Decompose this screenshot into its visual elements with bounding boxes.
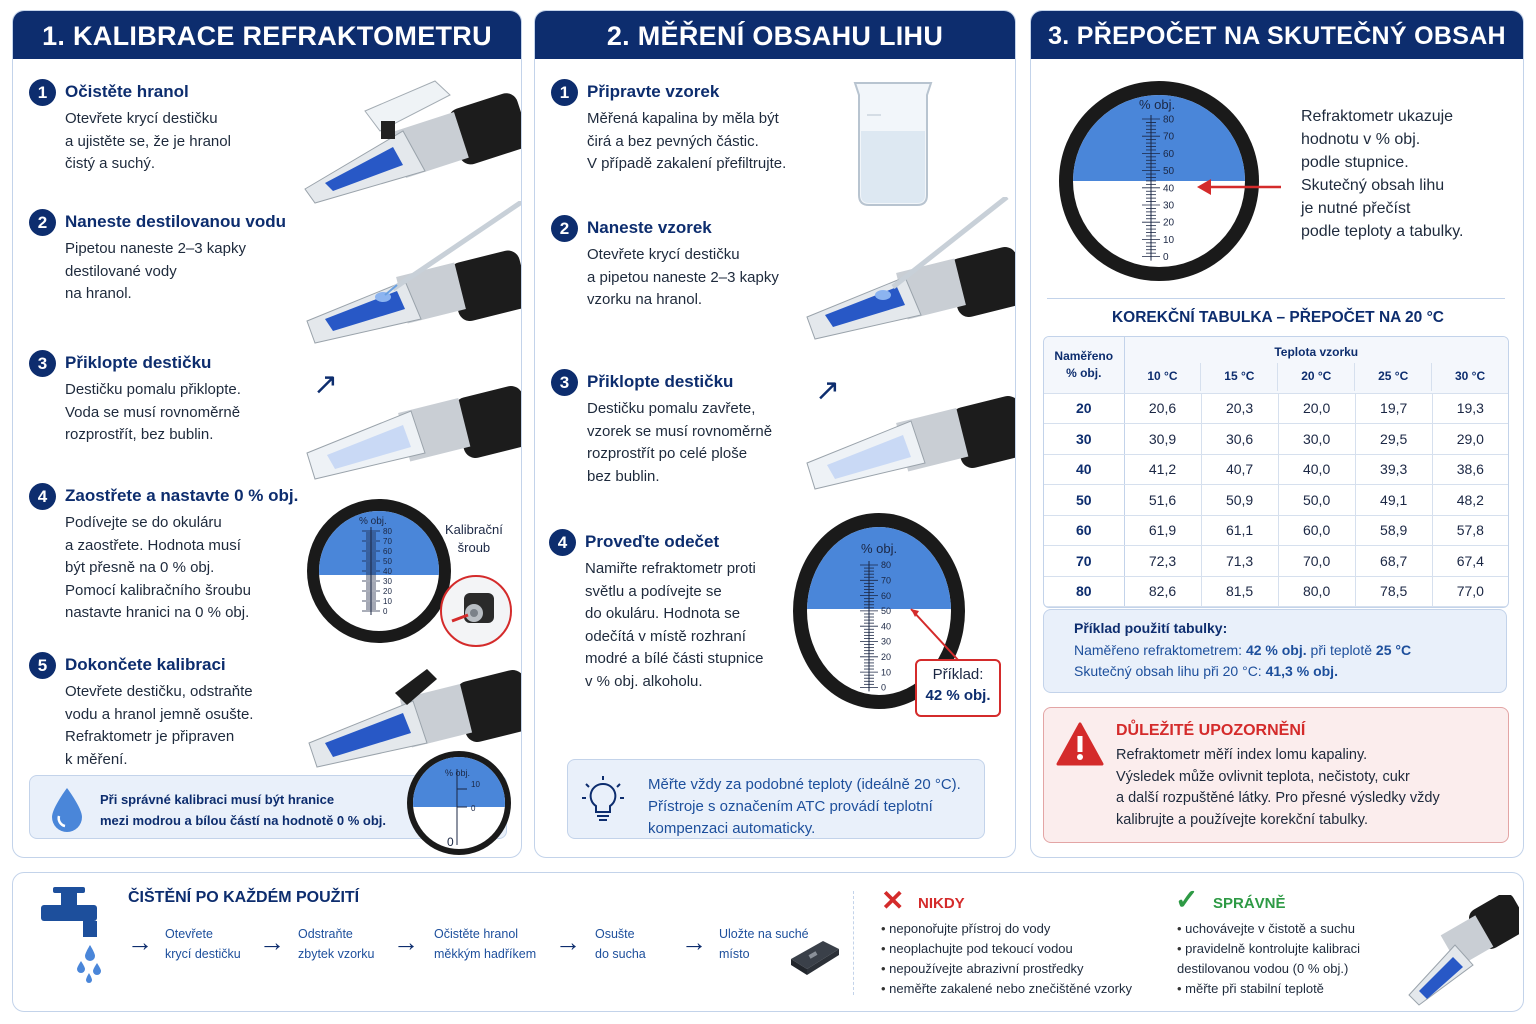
corrected-value-cell: 68,7	[1355, 546, 1432, 577]
divider	[1047, 298, 1505, 299]
corrected-value-cell: 20,6	[1124, 393, 1201, 424]
step-number: 3	[29, 350, 56, 377]
scale-tick-label: 30	[383, 576, 392, 586]
step-number: 2	[551, 215, 578, 242]
step-title: Přiklopte destičku	[65, 353, 212, 372]
step-title: Připravte vzorek	[587, 82, 720, 101]
step-number: 2	[29, 209, 56, 236]
small-scale-zero: 0	[447, 835, 454, 849]
measured-value-cell: 50	[1044, 485, 1124, 516]
example-line-1	[1074, 642, 1411, 658]
example-title: Příklad použití tabulky:	[1074, 620, 1228, 636]
refractometer-illustration	[1403, 895, 1519, 1007]
cleaning-step: Očistěte hranol měkkým hadříkem	[434, 927, 537, 961]
temp-header: 25 °C	[1355, 363, 1432, 391]
corrected-value-cell: 61,9	[1124, 515, 1201, 546]
scale-tick-label: 50	[383, 556, 392, 566]
scale-tick-label: 50	[1163, 166, 1175, 178]
step-title: Naneste destilovanou vodu	[65, 212, 287, 231]
corrected-value-cell: 39,3	[1355, 454, 1432, 485]
water-drop-icon	[48, 786, 86, 834]
step-number: 4	[29, 483, 56, 510]
arrow-right-icon: →	[555, 927, 581, 957]
table-row	[1044, 515, 1508, 546]
scale-tick-label: 80	[383, 526, 392, 536]
step-title: Očistěte hranol	[65, 82, 189, 101]
step-text: Namiřte refraktometr proti světlu a podívejte se do okuláru. Hodnota se odečítá v místě rozhraní modré a bílé části stupnice v % obj. alkoholu.	[585, 560, 764, 690]
corrected-value-cell: 20,3	[1201, 393, 1278, 424]
temp-header: 15 °C	[1201, 363, 1278, 391]
arrow-right-icon: →	[681, 927, 707, 957]
cleaning-step: Osušte do sucha	[595, 927, 646, 961]
correction-table	[1044, 337, 1508, 607]
temp-header: 10 °C	[1125, 363, 1202, 391]
scale-tick-label: 70	[881, 575, 892, 586]
list-item: • neměřte zakalené nebo znečištěné vzorky	[881, 979, 1132, 999]
example-line-2	[1074, 663, 1338, 679]
corrected-value-cell: 77,0	[1432, 576, 1508, 607]
refractometer-closed-illustration	[797, 381, 1016, 501]
step-number: 1	[551, 79, 578, 106]
tip-text: Měřte vždy za podobné teploty (ideálně 20 °C). Přístroje s označením ATC provádí teplotní kompenzaci automaticky.	[648, 776, 961, 837]
refractometer-open-illustration	[285, 71, 522, 211]
corrected-value-cell: 29,0	[1432, 424, 1508, 455]
panel-calibration	[12, 10, 522, 858]
reading-pointer-arrow	[1195, 175, 1285, 199]
corrected-value-cell: 81,5	[1201, 576, 1278, 607]
step-number: 5	[29, 652, 56, 679]
corrected-value-cell: 70,0	[1278, 546, 1355, 577]
corrected-value-cell: 82,6	[1124, 576, 1201, 607]
step-text: Otevřete destičku, odstraňte vodu a hranol jemně osušte. Refraktometr je připraven k měření.	[65, 683, 254, 768]
col-header-measured: Naměřeno % obj.	[1044, 337, 1124, 393]
step-number: 3	[551, 369, 578, 396]
measured-value-cell: 60	[1044, 515, 1124, 546]
measured-value-cell: 70	[1044, 546, 1124, 577]
scale-tick-label: 30	[1163, 200, 1175, 212]
scale-tick-label: 0	[881, 682, 887, 693]
corrected-value-cell: 51,6	[1124, 485, 1201, 516]
scale-tick-label: 60	[881, 590, 892, 601]
warning-title: DŮLEŽITÉ UPOZORNĚNÍ	[1116, 722, 1306, 739]
arrow-right-icon: →	[393, 927, 419, 957]
scale-tick-label: 50	[881, 606, 892, 617]
list-item: • neponořujte přístroj do vody	[881, 919, 1132, 939]
cleaning-step: Odstraňte zbytek vzorku	[298, 927, 375, 961]
cleaning-step: Uložte na suché místo	[719, 927, 809, 961]
step-text: Pipetou naneste 2–3 kapky destilované vody na hranol.	[65, 240, 246, 302]
scale-tick-label: 10	[881, 667, 892, 678]
table-row	[1044, 576, 1508, 607]
table-row	[1044, 454, 1508, 485]
corrected-value-cell: 38,6	[1432, 454, 1508, 485]
example-value: 41,3 % obj.	[1265, 663, 1338, 679]
corrected-value-cell: 49,1	[1355, 485, 1432, 516]
corrected-value-cell: 48,2	[1432, 485, 1508, 516]
never-title: NIKDY	[918, 895, 965, 912]
step-title: Zaostřete a nastavte 0 % obj.	[65, 486, 299, 505]
step-text: Měřená kapalina by měla být čirá a bez pevných částic. V případě zakalení přefiltrujte.	[587, 110, 787, 172]
small-scale-tick: 0	[471, 804, 476, 813]
tip-text: Při správné kalibraci musí být hranice mezi modrou a bílou částí na hodnotě 0 % obj.	[100, 792, 387, 828]
example-value: 42 % obj.	[925, 687, 991, 704]
corrected-value-cell: 71,3	[1201, 546, 1278, 577]
arrow-right-icon: →	[127, 927, 153, 957]
step-text: Destičku pomalu zavřete, vzorek se musí rovnoměrně rozprostřít po celé ploše bez bublin.	[587, 400, 773, 485]
step-text: Podívejte se do okuláru a zaostřete. Hodnota musí být přesně na 0 % obj. Pomocí kalibračního šroubu nastavte hranici na 0 % obj.	[65, 514, 251, 621]
warning-box	[1043, 707, 1509, 843]
corrected-value-cell: 57,8	[1432, 515, 1508, 546]
list-item: • pravidelně kontrolujte kalibraci destilovanou vodou (0 % obj.)	[1177, 939, 1360, 979]
corrected-value-cell: 80,0	[1278, 576, 1355, 607]
corrected-value-cell: 60,0	[1278, 515, 1355, 546]
corrected-value-cell: 50,0	[1278, 485, 1355, 516]
scale-tick-label: 60	[1163, 148, 1175, 160]
cleaning-step: Otevřete krycí destičku	[165, 927, 241, 961]
panel-title: 2. MĚŘENÍ OBSAHU LIHU	[535, 11, 1015, 59]
warning-text: Refraktometr měří index lomu kapaliny. Výsledek může ovlivnit teplota, nečistoty, cukr a další rozpuštěné látky. Pro přesné výsledky vždy kalibrujte a používejte korekční tabulky.	[1116, 747, 1440, 828]
measured-value-cell: 80	[1044, 576, 1124, 607]
list-item: • měřte při stabilní teplotě	[1177, 979, 1360, 999]
scale-tick-label: 80	[881, 560, 892, 571]
col-header-temperature: Teplota vzorku	[1274, 344, 1359, 359]
scale-unit-label: % obj.	[861, 541, 898, 556]
table-row	[1044, 485, 1508, 516]
correction-table-box	[1043, 336, 1509, 608]
scale-tick-label: 10	[1163, 234, 1175, 246]
scale-tick-label: 20	[881, 651, 892, 662]
calibration-screw-label: Kalibrační šroub	[445, 522, 503, 555]
close-icon: ✕	[881, 885, 905, 916]
corrected-value-cell: 29,5	[1355, 424, 1432, 455]
temp-header: 20 °C	[1278, 363, 1355, 391]
panel-conversion	[1030, 10, 1524, 858]
step-text: Destičku pomalu přiklopte. Voda se musí rovnoměrně rozprostřít, bez bublin.	[65, 381, 241, 443]
scale-tick-label: 30	[881, 636, 892, 647]
scale-intro-text: Refraktometr ukazuje hodnotu v % obj. podle stupnice. Skutečný obsah lihu je nutné přečíst podle teploty a tabulky.	[1301, 108, 1464, 240]
panel-title: 3. PŘEPOČET NA SKUTEČNÝ OBSAH LIHU	[1031, 11, 1523, 59]
measured-value-cell: 20	[1044, 393, 1124, 424]
step-text: Otevřete krycí destičku a pipetou naneste 2–3 kapky vzorku na hranol.	[587, 246, 779, 308]
corrected-value-cell: 40,0	[1278, 454, 1355, 485]
table-row	[1044, 546, 1508, 577]
small-scale-unit: % obj.	[445, 768, 471, 778]
warning-icon	[1056, 722, 1104, 766]
reading-example-box	[915, 659, 1001, 717]
scale-tick-label: 20	[1163, 217, 1175, 229]
scale-tick-label: 40	[1163, 183, 1175, 195]
step-title: Dokončete kalibraci	[65, 655, 226, 674]
scale-tick-label: 0	[383, 606, 388, 616]
temperature-tip-box	[567, 759, 985, 839]
checkmark-icon: ✓	[1175, 884, 1199, 915]
step-number: 4	[549, 529, 576, 556]
faucet-icon	[39, 887, 109, 987]
corrected-value-cell: 30,0	[1278, 424, 1355, 455]
list-item: • nepoužívejte abrazivní prostředky	[881, 959, 1132, 979]
eyepiece-scale-small	[405, 749, 513, 857]
example-value: 25 °C	[1375, 642, 1412, 658]
panel-title: 1. KALIBRACE REFRAKTOMETRU	[13, 11, 521, 59]
refractometer-pipette-illustration	[797, 197, 1016, 347]
scale-tick-label: 10	[383, 596, 392, 606]
storage-case-icon	[787, 935, 843, 979]
scale-tick-label: 20	[383, 586, 392, 596]
refractometer-pipette-illustration	[293, 201, 522, 351]
never-list	[881, 919, 1132, 999]
example-value: 42 % obj.	[1245, 642, 1307, 658]
divider	[853, 891, 854, 995]
lightbulb-icon	[580, 774, 626, 824]
corrected-value-cell: 67,4	[1432, 546, 1508, 577]
step-title: Naneste vzorek	[587, 218, 712, 237]
eyepiece-scale-zero	[305, 497, 453, 645]
table-title: KOREKČNÍ TABULKA – PŘEPOČET NA 20 °C	[1111, 309, 1445, 326]
calibration-screw-illustration	[438, 573, 514, 649]
panel-measurement	[534, 10, 1016, 858]
arrow-right-icon: →	[259, 927, 285, 957]
scale-unit-label: % obj.	[1139, 97, 1176, 112]
corrected-value-cell: 58,9	[1355, 515, 1432, 546]
small-scale-tick: 10	[471, 780, 480, 789]
scale-unit-label: % obj.	[359, 516, 387, 527]
example-text: při teplotě	[1306, 642, 1376, 658]
corrected-value-cell: 20,0	[1278, 393, 1355, 424]
corrected-value-cell: 19,7	[1355, 393, 1432, 424]
list-item: • neoplachujte pod tekoucí vodou	[881, 939, 1132, 959]
beaker-illustration	[845, 75, 945, 211]
step-number: 1	[29, 79, 56, 106]
corrected-value-cell: 50,9	[1201, 485, 1278, 516]
correction-table-body	[1044, 393, 1508, 607]
corrected-value-cell: 61,1	[1201, 515, 1278, 546]
scale-tick-label: 70	[1163, 131, 1175, 143]
corrected-value-cell: 41,2	[1124, 454, 1201, 485]
right-title: SPRÁVNĚ	[1213, 895, 1286, 912]
example-label: Příklad:	[932, 666, 984, 683]
scale-tick-label: 40	[881, 621, 892, 632]
example-text: Skutečný obsah lihu při 20 °C:	[1074, 663, 1266, 679]
table-example-box	[1043, 609, 1507, 693]
corrected-value-cell: 40,7	[1201, 454, 1278, 485]
temp-header: 30 °C	[1455, 368, 1486, 383]
corrected-value-cell: 72,3	[1124, 546, 1201, 577]
measured-value-cell: 30	[1044, 424, 1124, 455]
corrected-value-cell: 78,5	[1355, 576, 1432, 607]
scale-tick-label: 60	[383, 546, 392, 556]
corrected-value-cell: 30,6	[1201, 424, 1278, 455]
list-item: • uchovávejte v čistotě a suchu	[1177, 919, 1360, 939]
close-lid-arrow-icon: ↗	[313, 368, 339, 401]
step-text: Otevřete krycí destičku a ujistěte se, že je hranol čistý a suchý.	[65, 110, 231, 172]
step-title: Proveďte odečet	[585, 532, 720, 551]
measured-value-cell: 40	[1044, 454, 1124, 485]
scale-tick-label: 80	[1163, 114, 1175, 126]
table-row	[1044, 424, 1508, 455]
corrected-value-cell: 19,3	[1432, 393, 1508, 424]
scale-tick-label: 70	[383, 536, 392, 546]
right-list	[1177, 919, 1360, 999]
cleaning-title: ČIŠTĚNÍ PO KAŽDÉM POUŽITÍ	[128, 889, 360, 906]
corrected-value-cell: 30,9	[1124, 424, 1201, 455]
step-title: Přiklopte destičku	[587, 372, 734, 391]
example-text: Naměřeno refraktometrem:	[1074, 642, 1246, 658]
cleaning-section	[12, 872, 1524, 1012]
scale-tick-label: 0	[1163, 252, 1169, 264]
close-lid-arrow-icon: ↗	[815, 374, 841, 407]
table-row	[1044, 393, 1508, 424]
scale-tick-label: 40	[383, 566, 392, 576]
